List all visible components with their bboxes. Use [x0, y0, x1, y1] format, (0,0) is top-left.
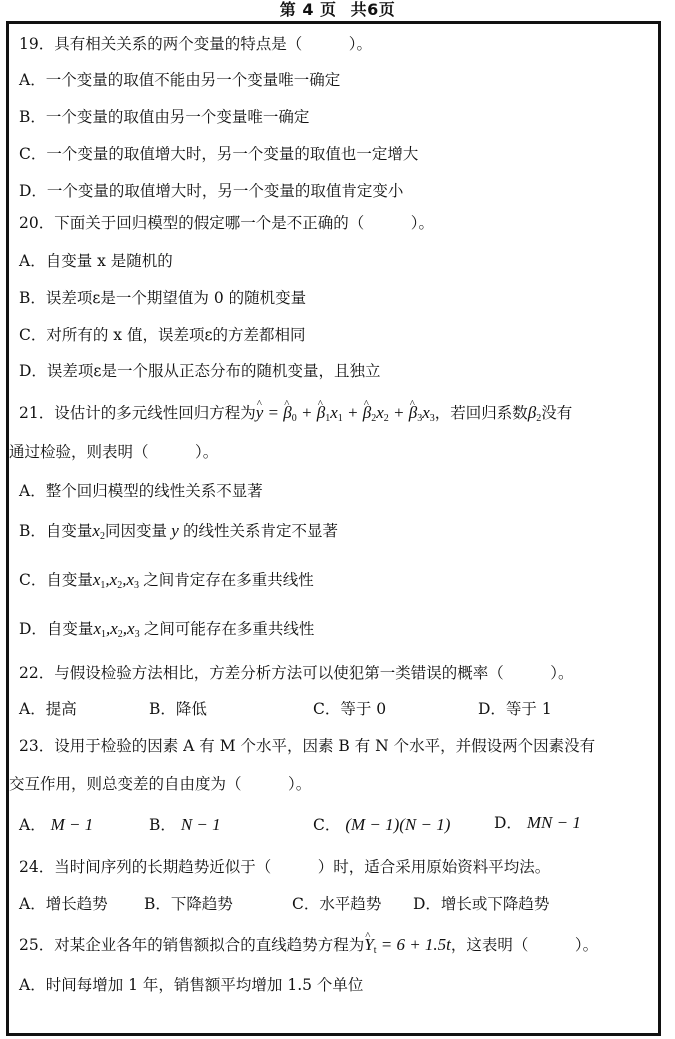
- question-22-option-d: D．等于 1: [478, 700, 552, 718]
- question-23-option-d: D． MN − 1: [494, 813, 581, 832]
- question-20-option-a: A．自变量 x 是随机的: [19, 252, 173, 270]
- regression-equation: ^ y = ^ $\beta_0$ + ^ $\beta_1x_1$ + ^ $\beta_2x_2$ + ^ $\beta_3x_3$: [256, 403, 435, 422]
- variables-x1-x2-x3: $x_1,x_2,x_3$: [92, 570, 140, 591]
- question-22-option-a: A．提高: [19, 700, 77, 718]
- question-21-option-b: B．自变量$x_2$同因变量 y 的线性关系肯定不显著: [19, 521, 339, 542]
- question-19-option-b: B．一个变量的取值由另一个变量唯一确定: [19, 108, 310, 126]
- question-20-option-c: C．对所有的 x 值，误差项ε的方差都相同: [19, 326, 306, 344]
- variable-x2: $x_2$: [92, 521, 105, 542]
- page-header: [0, 0, 675, 20]
- question-24-option-a: A．增长趋势: [19, 895, 108, 913]
- question-21-stem-end: 没有: [541, 404, 573, 422]
- question-22-option-b: B．降低: [149, 700, 207, 718]
- question-21-option-c: C．自变量$x_1,x_2,x_3$ 之间肯定存在多重共线性: [19, 570, 314, 591]
- question-21-stem: [19, 403, 572, 429]
- question-20-stem: 20．下面关于回归模型的假定哪一个是不正确的（ ）。: [19, 214, 434, 232]
- question-21-stem-prefix: 21．设估计的多元线性回归方程为: [19, 404, 256, 422]
- question-24-stem: 24．当时间序列的长期趋势近似于（ ）时，适合采用原始资料平均法。: [19, 858, 551, 876]
- page-current: 第 4 页: [279, 0, 337, 19]
- variable-y: y: [166, 521, 184, 540]
- question-19-option-c: C．一个变量的取值增大时，另一个变量的取值也一定增大: [19, 145, 419, 163]
- question-22-stem: 22．与假设检验方法相比，方差分析方法可以使犯第一类错误的概率（ ）。: [19, 664, 574, 682]
- question-21-stem-line2: 通过检验，则表明（ ）。: [9, 443, 219, 461]
- question-25-option-a: A．时间每增加 1 年，销售额平均增加 1.5 个单位: [19, 976, 364, 994]
- question-24-option-b: B．下降趋势: [144, 895, 233, 913]
- question-20-option-b: B．误差项ε是一个期望值为 0 的随机变量: [19, 289, 307, 307]
- question-25-stem: 25．对某企业各年的销售额拟合的直线趋势方程为^ $Y_t = 6 + 1.5t$，这表明（ ）。: [19, 935, 598, 961]
- question-23-option-b: B． N − 1: [149, 815, 221, 834]
- question-19-stem: 19．具有相关关系的两个变量的特点是（ ）。: [19, 35, 372, 53]
- trend-equation: ^ $Y_t = 6 + 1.5t$: [364, 935, 451, 954]
- coefficient-beta2: $\beta_2$: [527, 403, 542, 424]
- question-19-option-a: A．一个变量的取值不能由另一个变量唯一确定: [19, 71, 341, 89]
- question-21-option-a: A．整个回归模型的线性关系不显著: [19, 482, 263, 500]
- question-23-option-c: C． (M − 1)(N − 1): [313, 815, 451, 834]
- variables-x1-x2-x3: $x_1,x_2,x_3$: [93, 619, 140, 640]
- question-19-option-d: D．一个变量的取值增大时，另一个变量的取值肯定变小: [19, 182, 404, 200]
- question-20-option-d: D．误差项ε是一个服从正态分布的随机变量，且独立: [19, 362, 381, 380]
- question-22-option-c: C．等于 0: [313, 700, 387, 718]
- question-21-option-d: D．自变量$x_1,x_2,x_3$ 之间可能存在多重共线性: [19, 619, 315, 640]
- question-23-stem-line1: 23．设用于检验的因素 A 有 M 个水平，因素 B 有 N 个水平，并假设两个因素没有: [19, 737, 596, 755]
- question-23-option-a: A． M − 1: [19, 815, 94, 834]
- question-23-stem-line2: 交互作用，则总变差的自由度为（ ）。: [9, 775, 312, 793]
- question-24-option-d: D．增长或下降趋势: [413, 895, 550, 913]
- question-24-option-c: C．水平趋势: [292, 895, 382, 913]
- question-21-stem-suffix: ，若回归系数: [434, 404, 528, 422]
- page-total: 共6页: [350, 0, 396, 19]
